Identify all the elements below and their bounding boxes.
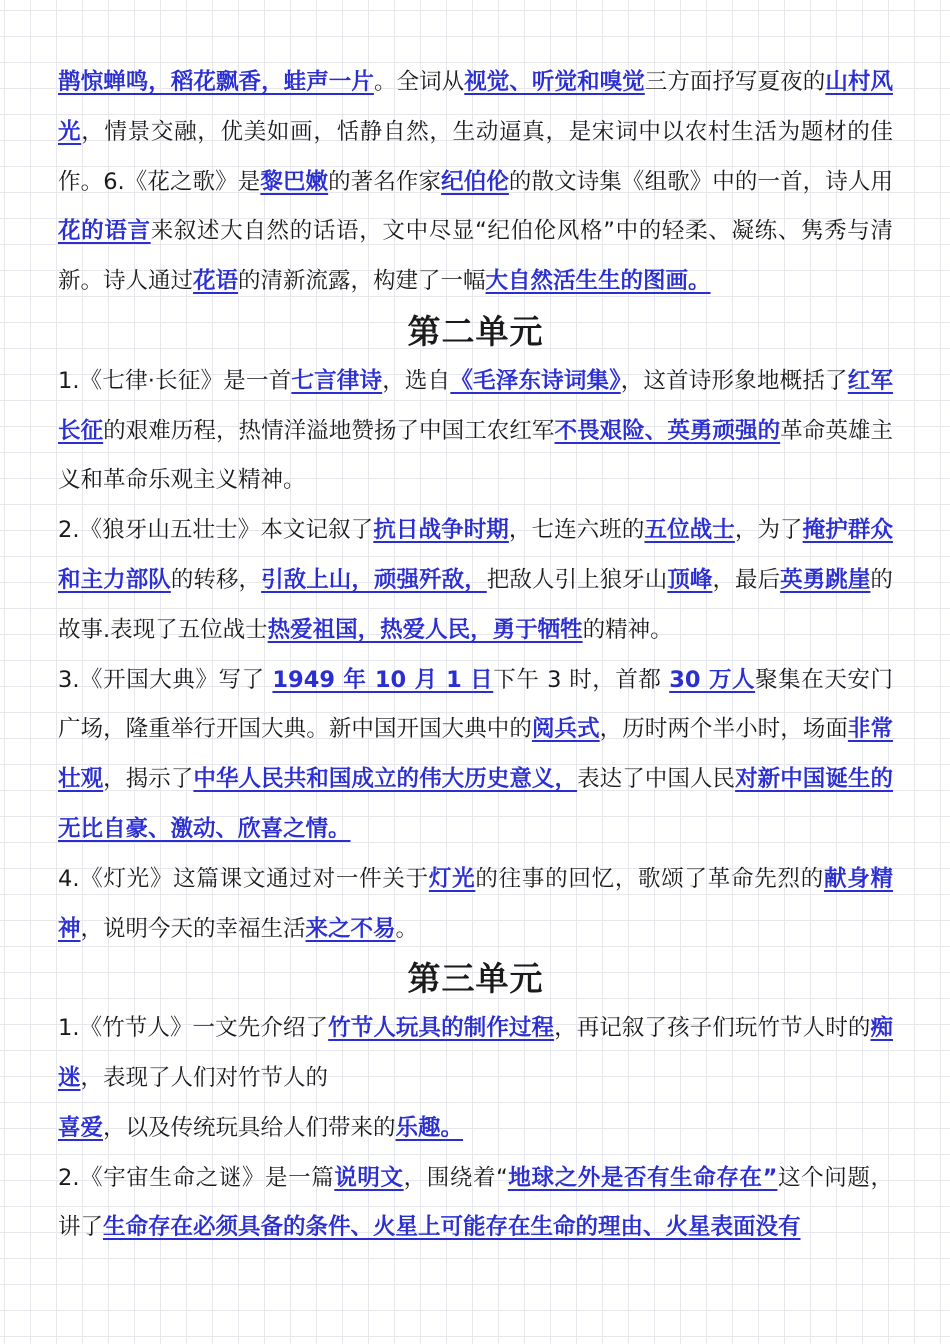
text-segment: ，围绕着“: [403, 1164, 508, 1191]
highlighted-keyword: 七言律诗: [291, 367, 383, 394]
intro-paragraph: [58, 58, 893, 307]
highlighted-keyword: 黎巴嫩: [260, 168, 329, 195]
text-segment: ，揭示了: [103, 766, 194, 793]
text-segment: ，历时两个半小时，场面: [599, 716, 848, 743]
text-segment: ，再记叙了孩子们玩竹节人时的: [554, 1015, 871, 1042]
text-segment: ，表现了人们对竹节人的: [80, 1064, 329, 1091]
highlighted-keyword: 引敌上山，顽强歼敌，: [261, 566, 487, 593]
highlighted-keyword: 花的语言: [58, 218, 151, 245]
highlighted-keyword: 阅兵式: [531, 716, 600, 743]
text-segment: 3.《开国大典》写了: [58, 666, 273, 693]
text-segment: ，为了: [734, 517, 803, 544]
document-page: [58, 58, 893, 1253]
text-segment: 的清新流露，构建了一幅: [238, 268, 486, 295]
unit2-item-4: [58, 855, 893, 955]
highlighted-keyword: 1949 年 10 月 1 日: [272, 666, 494, 693]
text-segment: 。全词从: [373, 69, 465, 95]
unit2-item-1: [58, 357, 893, 506]
highlighted-keyword: 喜爱: [58, 1114, 104, 1141]
text-segment: ，说明今天的幸福生活: [80, 915, 306, 942]
highlighted-keyword: 中华人民共和国成立的伟大历史意义，: [193, 766, 578, 793]
unit3-item-1-line-2: [58, 1104, 893, 1154]
highlighted-keyword: 大自然活生生的图画。: [485, 268, 711, 295]
highlighted-keyword: 顶峰: [667, 566, 713, 593]
text-segment: 的转移，: [170, 566, 262, 593]
text-segment: 2.《宇宙生命之谜》是一篇: [58, 1164, 335, 1191]
unit3-item-1-line-1: [58, 1004, 893, 1104]
unit2-item-2: [58, 506, 893, 655]
text-segment: 聚集在天安门广场，隆重举行开国大典。新中国开国大典中的: [58, 666, 893, 743]
text-segment: 下午 3 时，首都: [493, 666, 670, 693]
text-segment: 1.《七律·长征》是一首: [58, 367, 292, 394]
highlighted-keyword: 非常壮观: [58, 716, 893, 793]
unit2-heading: 第二单元: [407, 311, 544, 351]
highlighted-keyword: 献身精神: [58, 865, 893, 942]
highlighted-keyword: 生命存在必须具备的条件、火星上可能存在生命的理由、火星表面没有: [103, 1214, 801, 1241]
text-segment: 的精神。: [582, 616, 673, 643]
text-segment: 的散文诗集《组歌》中的一首，诗人用: [508, 168, 893, 195]
highlighted-keyword: 抗日战争时期: [373, 517, 509, 544]
unit3-item-2: [58, 1154, 893, 1254]
highlighted-keyword: 不畏艰险、英勇顽强的: [554, 417, 781, 444]
highlighted-keyword: 地球之外是否有生命存在”: [507, 1164, 778, 1191]
highlighted-keyword: 花语: [193, 268, 239, 295]
text-segment: 。: [395, 915, 419, 942]
text-segment: 来叙述大自然的话语，文中尽显“纪伯伦风格”中的轻柔、凝练、隽秀与清新。诗人通过: [58, 218, 893, 295]
text-segment: ，七连六班的: [508, 517, 645, 544]
unit3-heading: 第三单元: [407, 959, 544, 999]
text-segment: 三方面抒写夏夜的: [644, 69, 826, 95]
text-segment: 4.《灯光》这篇课文通过对一件关于: [58, 865, 429, 892]
highlighted-keyword: 《毛泽东诗词集》: [450, 367, 621, 394]
text-segment: 的往事的回忆，歌颂了革命先烈的: [475, 865, 824, 892]
highlighted-keyword: 视觉、听觉和嗅觉: [464, 69, 645, 95]
highlighted-keyword: 30 万人: [669, 666, 756, 693]
highlighted-keyword: 竹节人玩具的制作过程: [328, 1015, 555, 1042]
text-segment: 这个问题，讲了: [58, 1164, 893, 1241]
text-segment: 把敌人引上狼牙山: [486, 566, 668, 593]
unit2-item-3: [58, 656, 893, 855]
highlighted-keyword: 纪伯伦: [441, 168, 509, 195]
highlighted-keyword: 对新中国诞生的无比自豪、激动、欣喜之情。: [58, 766, 893, 842]
text-segment: ，这首诗形象地概括了: [620, 367, 848, 394]
text-segment: 2.《狼牙山五壮士》本文记叙了: [58, 517, 374, 544]
highlighted-keyword: 灯光: [428, 865, 476, 892]
text-segment: 1.《竹节人》一文先介绍了: [58, 1015, 329, 1042]
text-segment: 的艰难历程，热情洋溢地赞扬了中国工农红军: [103, 417, 555, 444]
text-segment: 表达了中国人民: [577, 766, 736, 793]
text-segment: ，选自: [382, 367, 451, 394]
highlighted-keyword: 说明文: [334, 1164, 404, 1191]
highlighted-keyword: 来之不易: [305, 915, 396, 942]
text-segment: ，以及传统玩具给人们带来的: [103, 1114, 396, 1141]
text-segment: ，最后: [712, 566, 781, 593]
highlighted-keyword: 鹊惊蝉鸣，稻花飘香，蛙声一片: [58, 69, 374, 95]
text-segment: ，情景交融，优美如画，恬静自然，生动逼真，是宋词中以农村生活为题材的佳作。6.《花之歌》是: [58, 118, 893, 195]
highlighted-keyword: 英勇跳崖: [780, 566, 871, 593]
text-segment: 的故事.表现了五位战士: [58, 566, 893, 643]
text-segment: 的著名作家: [328, 168, 442, 195]
highlighted-keyword: 山村风光: [58, 69, 893, 145]
highlighted-keyword: 红军长征: [58, 367, 893, 444]
highlighted-keyword: 乐趣。: [395, 1114, 464, 1141]
highlighted-keyword: 痴迷: [58, 1015, 893, 1091]
text-segment: 革命英雄主义和革命乐观主义精神。: [58, 417, 893, 494]
highlighted-keyword: 掩护群众和主力部队: [58, 517, 893, 593]
highlighted-keyword: 热爱祖国，热爱人民，勇于牺牲: [267, 616, 583, 643]
highlighted-keyword: 五位战士: [644, 517, 735, 544]
